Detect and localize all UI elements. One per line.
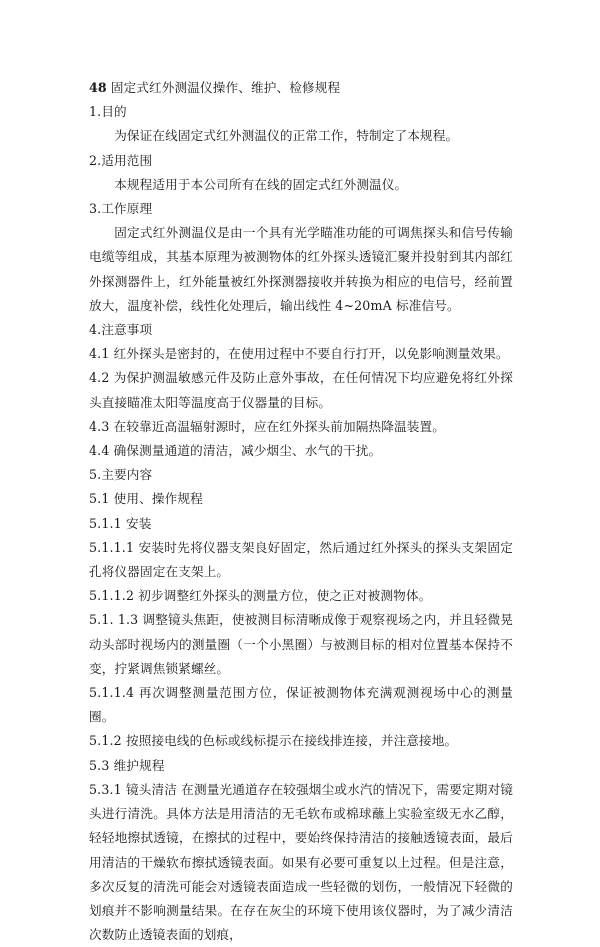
section-5-1-1-2: 5.1.1.2 初步调整红外探头的测量方位，使之正对被测物体。 [89, 588, 432, 604]
section-5-1-1: 5.1.1 安装 [89, 515, 152, 531]
doc-title-text: 固定式红外测温仪操作、维护、检修规程 [110, 80, 341, 95]
doc-title-number: 48 [89, 80, 107, 95]
section-3-heading: 3.工作原理 [89, 201, 153, 217]
section-5-3: 5.3 维护规程 [89, 757, 165, 773]
section-2-body: 本规程适用于本公司所有在线的固定式红外测温仪。 [114, 176, 408, 192]
section-1-heading: 1.目的 [89, 104, 127, 120]
section-5-1-2: 5.1.2 按照接电线的色标或线标提示在接线排连接，并注意接地。 [89, 733, 458, 749]
section-5-1-1-1: 5.1.1.1 安装时先将仪器支架良好固定，然后通过红外探头的探头支架固定孔将仪器固定在支架上。 [89, 539, 513, 580]
section-5-1: 5.1 使用、操作规程 [89, 491, 203, 507]
section-5-heading: 5.主要内容 [89, 467, 153, 483]
section-4-1: 4.1 红外探头是密封的，在使用过程中不要自行打开，以免影响测量效果。 [89, 346, 509, 362]
section-2-heading: 2.适用范围 [89, 152, 153, 168]
section-5-1-1-4: 5.1.1.4 再次调整测量范围方位，保证被测物体充满观测视场中心的测量圈。 [89, 685, 513, 725]
section-4-4: 4.4 确保测量通道的清洁，减少烟尘、水气的干扰。 [89, 443, 382, 459]
section-5-1-1-3: 5.1. 1.3 调整镜头焦距，使被测目标清晰成像于观察视场之内，并且轻微晃动头部时视场内的测量圈（一个小黑圈）与被测目标的相对位置基本保持不变，拧紧调焦锁紧螺丝。 [89, 612, 513, 676]
doc-title [89, 76, 513, 100]
section-3-body: 固定式红外测温仪是由一个具有光学瞄准功能的可调焦探头和信号传输电缆等组成，其基本原理为被测物体的红外探头透镜汇聚并投射到其内部红外探测器件上，红外能量被红外探测器接收并转换为相应的电信号，经前置放大，温度补偿，线性化处理后，输出线性 4~20mA 标准信号。 [89, 225, 513, 313]
document-page [89, 76, 513, 947]
section-5-3-1: 5.3.1 镜头清洁 在测量光通道存在较强烟尘或水汽的情况下，需要定期对镜头进行清洗。具体方法是用清洁的无毛软布或棉球蘸上实验室级无水乙醇，轻轻地擦拭透镜，在擦拭的过程中，要始终保持清洁的接触透镜表面，最后用清洁的干燥软布擦拭透镜表面。如果有必要可重复以上过程。但是注意，多次反复的清洗可能会对透镜表面造成一些轻微的划伤，一般情况下轻微的划痕并不影响测量结果。在存在灰尘的环境下使用该仪器时，为了减少清洁次数防止透镜表面的划痕， [89, 781, 513, 943]
section-4-3: 4.3 在较靠近高温辐射源时，应在红外探头前加隔热降温装置。 [89, 418, 445, 434]
section-1-body: 为保证在线固定式红外测温仪的正常工作，特制定了本规程。 [114, 128, 459, 144]
section-4-2: 4.2 为保护测温敏感元件及防止意外事故，在任何情况下均应避免将红外探头直接瞄准太阳等温度高于仪器量的目标。 [89, 370, 513, 410]
section-4-heading: 4.注意事项 [89, 322, 153, 338]
